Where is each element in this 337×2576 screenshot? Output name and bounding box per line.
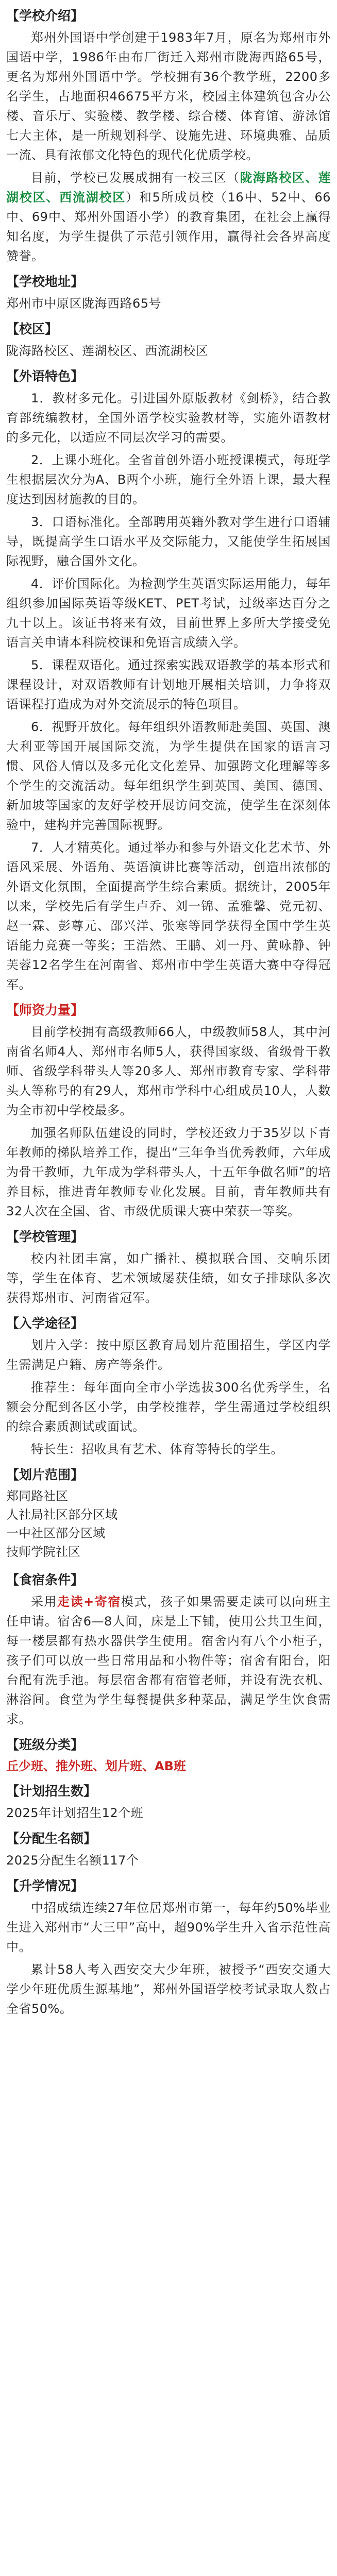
- section-header-campus: 【校区】: [6, 321, 58, 336]
- feature-item-3: 3．口语标准化。全部聘用英籍外教对学生进行口语辅导，既提高学生口语水平及交际能力，又能使学生拓展国际视野，融合国外文化。: [6, 515, 331, 568]
- faculty-paragraph-2: 加强名师队伍建设的同时，学校还致力于35岁以下青年教师的梯队培养工作，提出“三年争当优秀教师，六年成为骨干教师，九年成为学科带头人，十五年争做名师”的培养目标，推进青年教师专业化发展。目前，青年教师共有32人次在全国、省、市级优质课大赛中荣获一等奖。: [6, 1126, 331, 1218]
- feature-item-7: 7．人才精英化。通过举办和参与外语文化艺术节、外语风采展、外语角、英语演讲比赛等活动，创造出浓郁的外语文化氛围，全面提高学生综合素质。据统计，2005年以来，学校先后有学生卢乔、刘一锦、孟雅馨、党元初、赵一霖、彭尊元、邵兴洋、张寒等同学获得全国中学生英语能力竞赛一等奖；王浩然、王鹏、刘一丹、黄咏静、钟芙蓉12名学生在河南省、郑州市中学生英语大赛中夺得冠军。: [6, 840, 331, 992]
- class-types: 丘少班、推外班、划片班、AB班: [6, 1759, 186, 1773]
- boarding-text-b: 模式，孩子如果需要走读可以向班主任申请。宿舍6—8人间，床是上下铺，使用公共卫生间，每一楼层都有热水器供学生使用。宿舍内有八个小柜子，孩子们可以放一些日常用品和小物件等；宿舍有阳台，阳台配有洗手池。每层宿舍都有宿管老师，并设有洗衣机、淋浴间。食堂为学生每餐提供多种菜品，满足学生饮食需求。: [6, 1595, 331, 1726]
- admission-zoned: 划片入学：按中原区教育局划片范围招生，学区内学生需满足户籍、房产等条件。: [6, 1338, 331, 1372]
- admission-recommended: 推荐生：每年面向全市小学选拔300名优秀学生，名额会分配到各区小学，由学校推荐，学生需通过学校组织的综合素质测试或面试。: [6, 1380, 331, 1434]
- boarding-paragraph: [6, 1592, 331, 1729]
- campus-text: 陇海路校区、莲湖校区、西流湖校区: [6, 344, 208, 358]
- section-header-intro: 【学校介绍】: [6, 8, 84, 23]
- section-header-quota: 【分配生名额】: [6, 1831, 97, 1846]
- section-header-admission: 【入学途径】: [6, 1316, 84, 1331]
- campus-highlight: 陇海路校区、莲湖校区、西流湖校区: [6, 171, 331, 205]
- quota-text: 2025分配生名额117个: [6, 1853, 139, 1868]
- section-header-management: 【学校管理】: [6, 1229, 84, 1244]
- feature-item-5: 5．课程双语化。通过探索实践双语教学的基本形式和课程设计，对双语教师有计划地开展相关培训，力争将双语课程打造成为对外交流展示的特色项目。: [6, 658, 331, 711]
- admission-talent: 特长生：招收具有艺术、体育等特长的学生。: [31, 1442, 283, 1456]
- feature-item-6: 6．视野开放化。每年组织外语教师赴美国、英国、澳大利亚等国开展国际交流，为学生提供在国家的语言习惯、风俗人情以及多元化文化差异、加强跨文化理解等多个学生的交流活动。每年组织学生到英国、美国、德国、新加坡等国家的友好学校开展访问交流，使学生在深刻体验中，建构并完善国际视野。: [6, 720, 331, 832]
- feature-item-4: 4．评价国际化。为检测学生英语实际运用能力，每年组织参加国际英语等级KET、PET考试，过级率达百分之九十以上。该证书将来有效，目前世界上多所大学接受免语言关申请本科院校课和免语言成绩入学。: [6, 577, 331, 650]
- section-header-zoning: 【划片范围】: [6, 1467, 84, 1482]
- section-header-plan: 【计划招生数】: [6, 1784, 97, 1799]
- intro-p2-text-b: ）和5所成员校（16中、52中、66中、69中、郑州外国语小学）的教育集团，在社会上赢得知名度，为学生提供了示范引领作用，赢得社会各界高度赞誉。: [6, 190, 331, 263]
- results-paragraph-2: 累计58人考入西安交大少年班，被授予“西安交通大学少年班优质生源基地”，郑州外国语学校考试录取人数占全省50%。: [6, 1962, 331, 2016]
- boarding-mode-highlight: 走读+寄宿: [57, 1595, 121, 1609]
- feature-item-1: 1．教材多元化。引进国外原版教材《剑桥》，结合教育部统编教材，全国外语学校实验教材等，实施外语教材的多元化，以适应不同层次学习的需要。: [6, 391, 331, 445]
- intro-p2-text-a: 目前，学校已发展成拥有一校三区（: [31, 171, 240, 185]
- zoning-item: 一中社区部分区域: [6, 1526, 105, 1540]
- spacer: [6, 1561, 331, 1564]
- faculty-paragraph-1: 目前学校拥有高级教师66人，中级教师58人，其中河南省名师4人、郑州市名师5人，获得国家级、省级骨干教师、省级学科带头人等20多人、郑州市教育专家、学科带头人等称号的有29人，郑州市学科中心组成员10人，人数为全市初中学校最多。: [6, 1025, 331, 1117]
- address-text: 郑州市中原区陇海西路65号: [6, 296, 162, 311]
- section-header-address: 【学校地址】: [6, 274, 84, 289]
- section-header-features: 【外语特色】: [6, 369, 84, 384]
- zoning-item: 技师学院社区: [6, 1545, 80, 1559]
- boarding-text-a: 采用: [31, 1595, 58, 1609]
- plan-text: 2025年计划招生12个班: [6, 1806, 144, 1820]
- zoning-item: 人社局社区部分区域: [6, 1507, 117, 1522]
- section-header-faculty: 【师资力量】: [6, 1003, 84, 1018]
- section-header-classes: 【班级分类】: [6, 1737, 84, 1752]
- intro-paragraph-2: [6, 168, 331, 266]
- zoning-item: 郑同路社区: [6, 1489, 68, 1503]
- intro-paragraph-1: 郑州外国语中学创建于1983年7月，原名为郑州市外国语中学，1986年由布厂街迁入郑州市陇海西路65号，更名为郑州外国语中学。学校拥有36个教学班，2200多名学生，占地面积46675平方米，校园主体建筑包含办公楼、音乐厅、实验楼、教学楼、综合楼、体育馆、游泳馆七大主体，是一所规划科学、设施先进、环境典雅、品质一流、具有浓郁文化特色的现代化优质学校。: [6, 30, 331, 162]
- feature-item-2: 2．上课小班化。全省首创外语小班授课模式，每班学生根据层次分为A、B两个小班，施行全外语上课，最大程度达到因材施教的目的。: [6, 453, 331, 506]
- section-header-results: 【升学情况】: [6, 1878, 84, 1893]
- management-paragraph: 校内社团丰富，如广播社、模拟联合国、交响乐团等，学生在体育、艺术领域屡获佳绩，如女子排球队多次获得郑州市、河南省冠军。: [6, 1251, 331, 1305]
- section-header-boarding: 【食宿条件】: [6, 1572, 84, 1587]
- results-paragraph-1: 中招成绩连续27年位居郑州市第一，每年约50%毕业生进入郑州市“大三甲”高中，超90%学生升入省示范性高中。: [6, 1901, 331, 1954]
